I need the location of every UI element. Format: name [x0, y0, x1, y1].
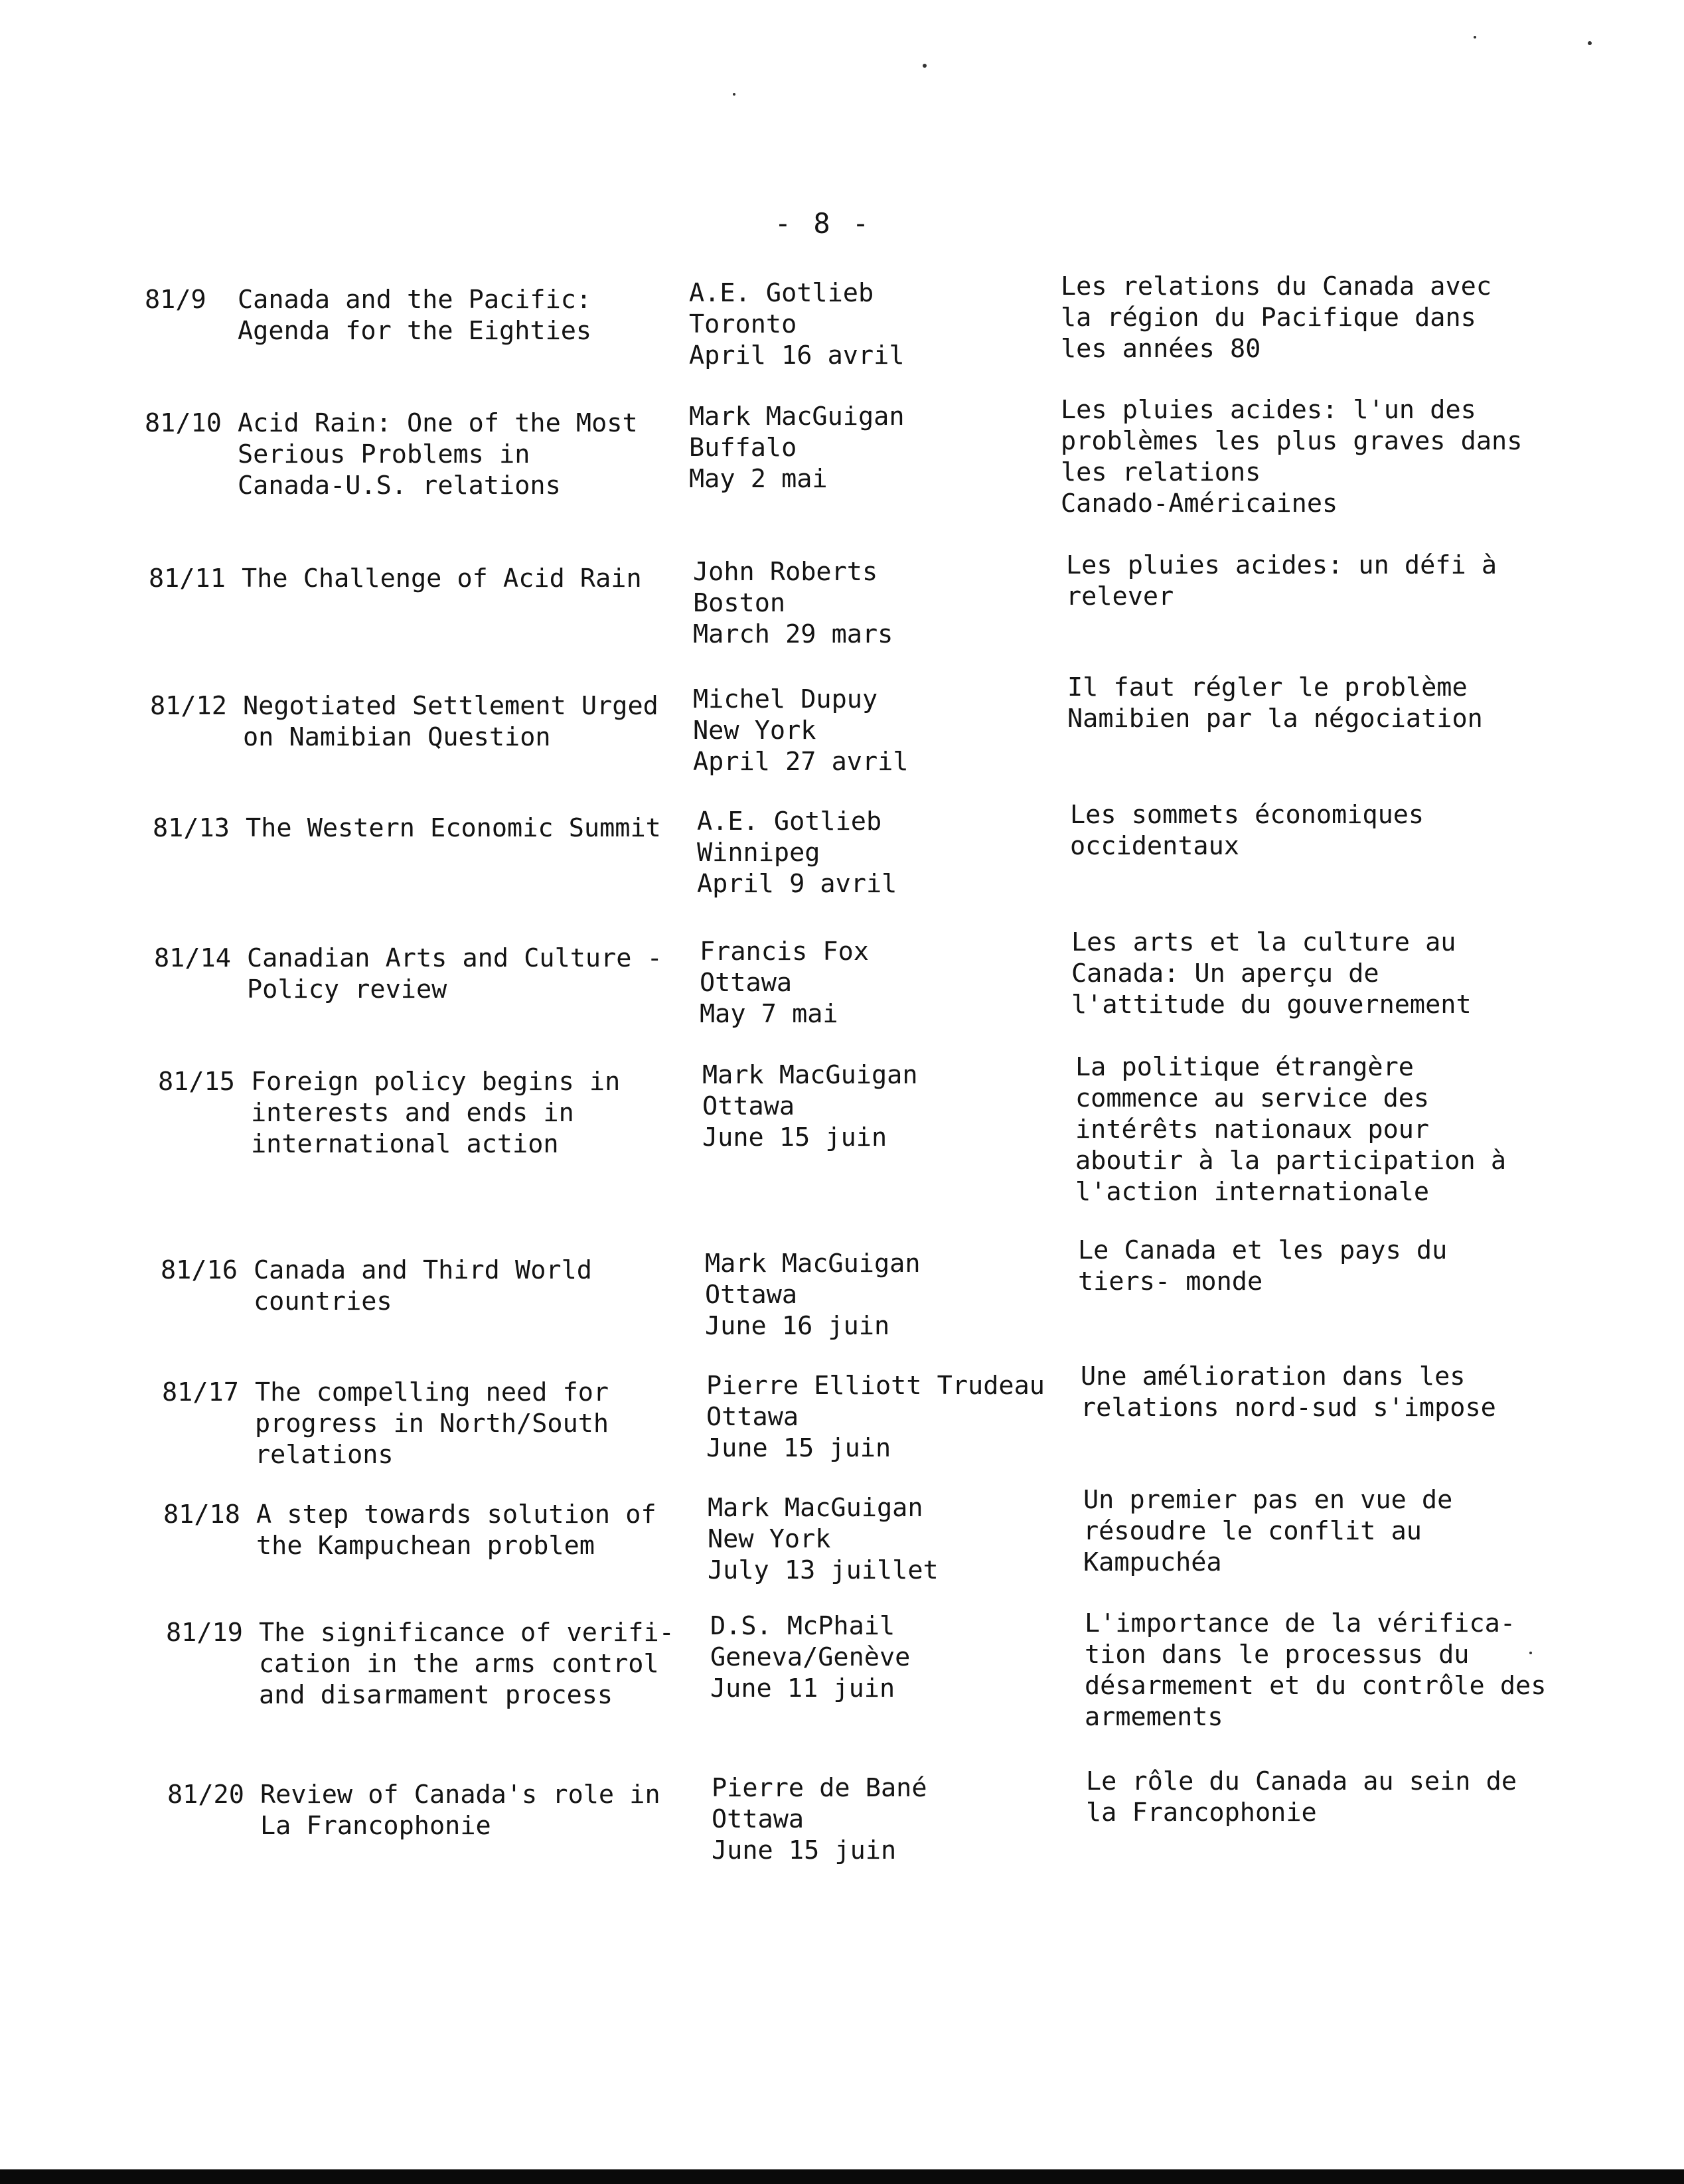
speech-title-french-line: l'action internationale: [1075, 1177, 1430, 1207]
speech-speaker-place-date-line: March 29 mars: [693, 619, 893, 649]
speech-title-line: progress in North/South: [255, 1409, 609, 1439]
speech-speaker-place-date: [700, 936, 1071, 1030]
speech-title-french-line: L'importance de la vérifica-: [1085, 1608, 1516, 1638]
speech-speaker-place-date: [697, 806, 1069, 899]
speech-number: 81/17: [162, 1377, 239, 1407]
speech-title: [256, 1499, 681, 1561]
speech-title: [238, 408, 662, 501]
speech-title-french-line: La politique étrangère: [1075, 1052, 1414, 1082]
speech-speaker-place-date: [708, 1492, 1079, 1586]
speech-title-line: Policy review: [247, 975, 447, 1004]
speech-title-line: cation in the arms control: [259, 1649, 659, 1679]
speech-speaker-place-date-line: A.E. Gotlieb: [689, 278, 874, 308]
speech-title-line: The Western Economic Summit: [246, 813, 661, 843]
speech-title-french-line: Les sommets économiques: [1070, 800, 1424, 830]
speech-title-french: [1075, 1052, 1580, 1208]
speech-title-line: Acid Rain: One of the Most: [238, 408, 638, 438]
speech-title-line: Canadian Arts and Culture -: [247, 943, 662, 973]
speech-title: [251, 1066, 676, 1160]
speech-title: [247, 943, 672, 1005]
speech-number: 81/20: [167, 1780, 244, 1810]
speech-speaker-place-date: [710, 1610, 1082, 1704]
speech-speaker-place-date-line: Francis Fox: [700, 937, 869, 967]
speech-speaker-place-date-line: April 16 avril: [689, 341, 905, 370]
speech-speaker-place-date: [693, 556, 1065, 650]
speech-title-french-line: Namibien par la négociation: [1067, 704, 1483, 734]
speech-title-french: [1061, 271, 1565, 364]
speech-speaker-place-date-line: June 15 juin: [702, 1123, 887, 1152]
speech-speaker-place-date-line: Ottawa: [706, 1402, 799, 1432]
speech-title-french: [1071, 927, 1576, 1020]
speech-speaker-place-date-line: Mark MacGuigan: [708, 1493, 923, 1523]
speech-title-french-line: Les relations du Canada avec: [1061, 272, 1492, 301]
scan-speck: [1529, 1652, 1532, 1654]
speech-speaker-place-date-line: D.S. McPhail: [710, 1611, 895, 1641]
speech-title-french: [1061, 394, 1565, 519]
speech-speaker-place-date-line: April 9 avril: [697, 869, 897, 899]
speech-title-french-line: Les pluies acides: l'un des: [1061, 395, 1476, 425]
speech-speaker-place-date-line: Mark MacGuigan: [705, 1249, 921, 1279]
speech-title-french: [1083, 1484, 1588, 1578]
speech-title-french: [1081, 1361, 1585, 1423]
speech-title-line: Foreign policy begins in: [251, 1067, 621, 1097]
speech-title-french-line: Les pluies acides: un défi à: [1066, 550, 1497, 580]
speech-speaker-place-date: [705, 1248, 1077, 1342]
speech-speaker-place-date-line: Toronto: [689, 309, 797, 339]
speech-title-french-line: Kampuchéa: [1083, 1547, 1222, 1577]
speech-number: 81/10: [145, 408, 222, 438]
speech-speaker-place-date: [689, 277, 1061, 371]
speech-title-french-line: intérêts nationaux pour: [1075, 1115, 1430, 1144]
speech-title-french: [1070, 799, 1574, 862]
speech-title-french-line: Le rôle du Canada au sein de: [1086, 1766, 1517, 1796]
speech-title-french-line: Un premier pas en vue de: [1083, 1485, 1453, 1515]
speech-title-french-line: les relations: [1061, 457, 1261, 487]
speech-speaker-place-date-line: May 2 mai: [689, 464, 828, 494]
scan-speck: [1474, 36, 1476, 39]
speech-title-french-line: Il faut régler le problème: [1067, 672, 1468, 702]
speech-number: 81/13: [153, 813, 230, 843]
scan-speck: [923, 64, 927, 68]
speech-title-french-line: Les arts et la culture au: [1071, 927, 1456, 957]
scan-speck: [733, 93, 735, 96]
speech-title-line: Canada and the Pacific:: [238, 285, 592, 315]
scan-bottom-border: [0, 2169, 1684, 2184]
speech-title-line: countries: [254, 1287, 392, 1316]
speech-title-french-line: armements: [1085, 1702, 1223, 1732]
speech-title-line: The significance of verifi-: [259, 1618, 674, 1648]
speech-title-french-line: relations nord-sud s'impose: [1081, 1393, 1496, 1423]
speech-speaker-place-date-line: July 13 juillet: [708, 1555, 939, 1585]
speech-speaker-place-date-line: June 16 juin: [705, 1311, 890, 1341]
speech-speaker-place-date-line: June 15 juin: [706, 1433, 891, 1463]
scan-speck: [1588, 41, 1592, 45]
speech-speaker-place-date: [712, 1772, 1083, 1866]
speech-number: 81/16: [161, 1255, 238, 1285]
speech-title: [243, 690, 668, 753]
speech-title: [242, 563, 666, 594]
speech-number: 81/12: [150, 691, 227, 721]
speech-title-line: A step towards solution of: [256, 1500, 656, 1529]
speech-speaker-place-date-line: Ottawa: [702, 1091, 795, 1121]
speech-title-french-line: aboutir à la participation à: [1075, 1146, 1507, 1176]
speech-title-french-line: relever: [1066, 582, 1174, 611]
speech-speaker-place-date-line: Ottawa: [705, 1280, 798, 1310]
speech-title: [254, 1255, 678, 1317]
speech-speaker-place-date-line: April 27 avril: [693, 747, 909, 777]
speech-speaker-place-date-line: New York: [708, 1524, 831, 1554]
speech-speaker-place-date-line: June 11 juin: [710, 1674, 895, 1703]
speech-speaker-place-date-line: John Roberts: [693, 557, 878, 587]
speech-speaker-place-date-line: New York: [693, 716, 816, 745]
speech-speaker-place-date-line: Pierre Elliott Trudeau: [706, 1371, 1045, 1401]
page-number: - 8 -: [774, 207, 872, 240]
speech-title-french-line: désarmement et du contrôle des: [1085, 1671, 1547, 1701]
speech-number: 81/15: [158, 1067, 235, 1097]
speech-title-french-line: l'attitude du gouvernement: [1071, 990, 1472, 1020]
speech-speaker-place-date-line: Geneva/Genève: [710, 1642, 911, 1672]
speech-title-line: Negotiated Settlement Urged: [243, 691, 658, 721]
speech-speaker-place-date-line: Michel Dupuy: [693, 684, 878, 714]
speech-number: 81/14: [154, 943, 231, 973]
speech-speaker-place-date-line: June 15 juin: [712, 1835, 897, 1865]
speech-title-line: international action: [251, 1129, 559, 1159]
speech-title-french-line: tiers- monde: [1078, 1267, 1263, 1296]
speech-title-french-line: les années 80: [1061, 334, 1261, 364]
speech-title-french: [1067, 672, 1572, 734]
speech-title: [260, 1779, 685, 1841]
speech-title-french: [1086, 1766, 1590, 1828]
speech-number: 81/18: [163, 1500, 240, 1529]
speech-number: 81/19: [166, 1618, 243, 1648]
speech-title-line: interests and ends in: [251, 1098, 574, 1128]
speech-speaker-place-date-line: Buffalo: [689, 433, 797, 463]
speech-speaker-place-date-line: Mark MacGuigan: [702, 1060, 918, 1090]
speech-title-french-line: Le Canada et les pays du: [1078, 1235, 1448, 1265]
speech-title-french-line: problèmes les plus graves dans: [1061, 426, 1523, 456]
speech-title-french-line: commence au service des: [1075, 1083, 1430, 1113]
speech-speaker-place-date: [693, 684, 1065, 777]
speech-title-french: [1085, 1608, 1589, 1733]
speech-title: [259, 1617, 684, 1711]
speech-title-line: the Kampuchean problem: [256, 1531, 595, 1561]
speech-title-french: [1066, 550, 1570, 612]
speech-title-line: on Namibian Question: [243, 722, 551, 752]
speech-speaker-place-date: [706, 1370, 1078, 1464]
speech-number: 81/9: [145, 285, 206, 315]
speech-title-french-line: la Francophonie: [1086, 1798, 1317, 1828]
speech-number: 81/11: [149, 564, 226, 593]
speech-speaker-place-date-line: Winnipeg: [697, 838, 820, 868]
speech-speaker-place-date-line: May 7 mai: [700, 999, 838, 1029]
speech-title-french-line: résoudre le conflit au: [1083, 1516, 1422, 1546]
speech-speaker-place-date-line: Ottawa: [712, 1804, 804, 1834]
speech-title-french: [1078, 1235, 1582, 1297]
speech-title: [246, 813, 670, 844]
speech-title-line: La Francophonie: [260, 1811, 491, 1841]
speech-speaker-place-date-line: Pierre de Bané: [712, 1773, 927, 1803]
speech-speaker-place-date-line: A.E. Gotlieb: [697, 807, 882, 836]
speech-title-line: Review of Canada's role in: [260, 1780, 660, 1810]
speech-title-line: The Challenge of Acid Rain: [242, 564, 642, 593]
speech-speaker-place-date-line: Boston: [693, 588, 786, 618]
speech-title-french-line: tion dans le processus du: [1085, 1640, 1470, 1670]
speech-title: [238, 284, 662, 347]
speech-title: [255, 1377, 680, 1470]
speech-title-french-line: Une amélioration dans les: [1081, 1362, 1466, 1391]
speech-title-line: Serious Problems in: [238, 439, 530, 469]
speech-title-line: relations: [255, 1440, 394, 1470]
speech-title-french-line: occidentaux: [1070, 831, 1239, 861]
speech-title-french-line: Canada: Un aperçu de: [1071, 959, 1379, 988]
speech-speaker-place-date-line: Mark MacGuigan: [689, 402, 905, 431]
speech-title-line: Canada and Third World: [254, 1255, 592, 1285]
speech-title-french-line: Canado-Américaines: [1061, 489, 1338, 518]
speech-title-french-line: la région du Pacifique dans: [1061, 303, 1476, 333]
speech-speaker-place-date-line: Ottawa: [700, 968, 793, 998]
speech-title-line: and disarmament process: [259, 1680, 613, 1710]
speech-speaker-place-date: [702, 1059, 1074, 1153]
speech-title-line: Agenda for the Eighties: [238, 316, 592, 346]
speech-title-line: The compelling need for: [255, 1377, 609, 1407]
speech-speaker-place-date: [689, 401, 1061, 495]
speech-title-line: Canada-U.S. relations: [238, 471, 561, 501]
